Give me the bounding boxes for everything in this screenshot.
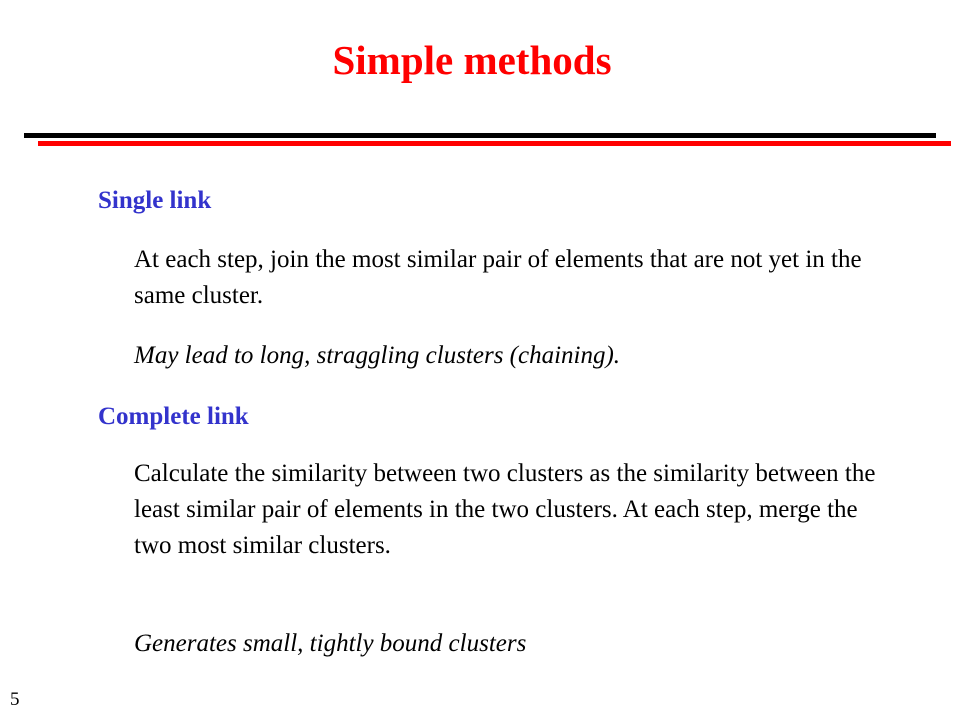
section-heading-complete-link: Complete link [98,403,249,430]
title-divider-red [38,141,951,146]
section-description-complete-link: Calculate the similarity between two clusters as the similarity between the least similar pair of elements in the two clusters. At each step, merge the two most similar clusters. [134,460,876,559]
section-note-single-link: May lead to long, straggling clusters (chaining). [134,342,621,369]
section-description-single-link: At each step, join the most similar pair of elements that are not yet in the same cluster. [134,246,862,309]
slide-title: Simple methods [332,37,612,83]
title-divider-black [24,133,936,138]
section-heading-single-link: Single link [98,187,212,214]
section-note-complete-link: Generates small, tightly bound clusters [134,630,527,657]
page-number: 5 [10,689,20,710]
